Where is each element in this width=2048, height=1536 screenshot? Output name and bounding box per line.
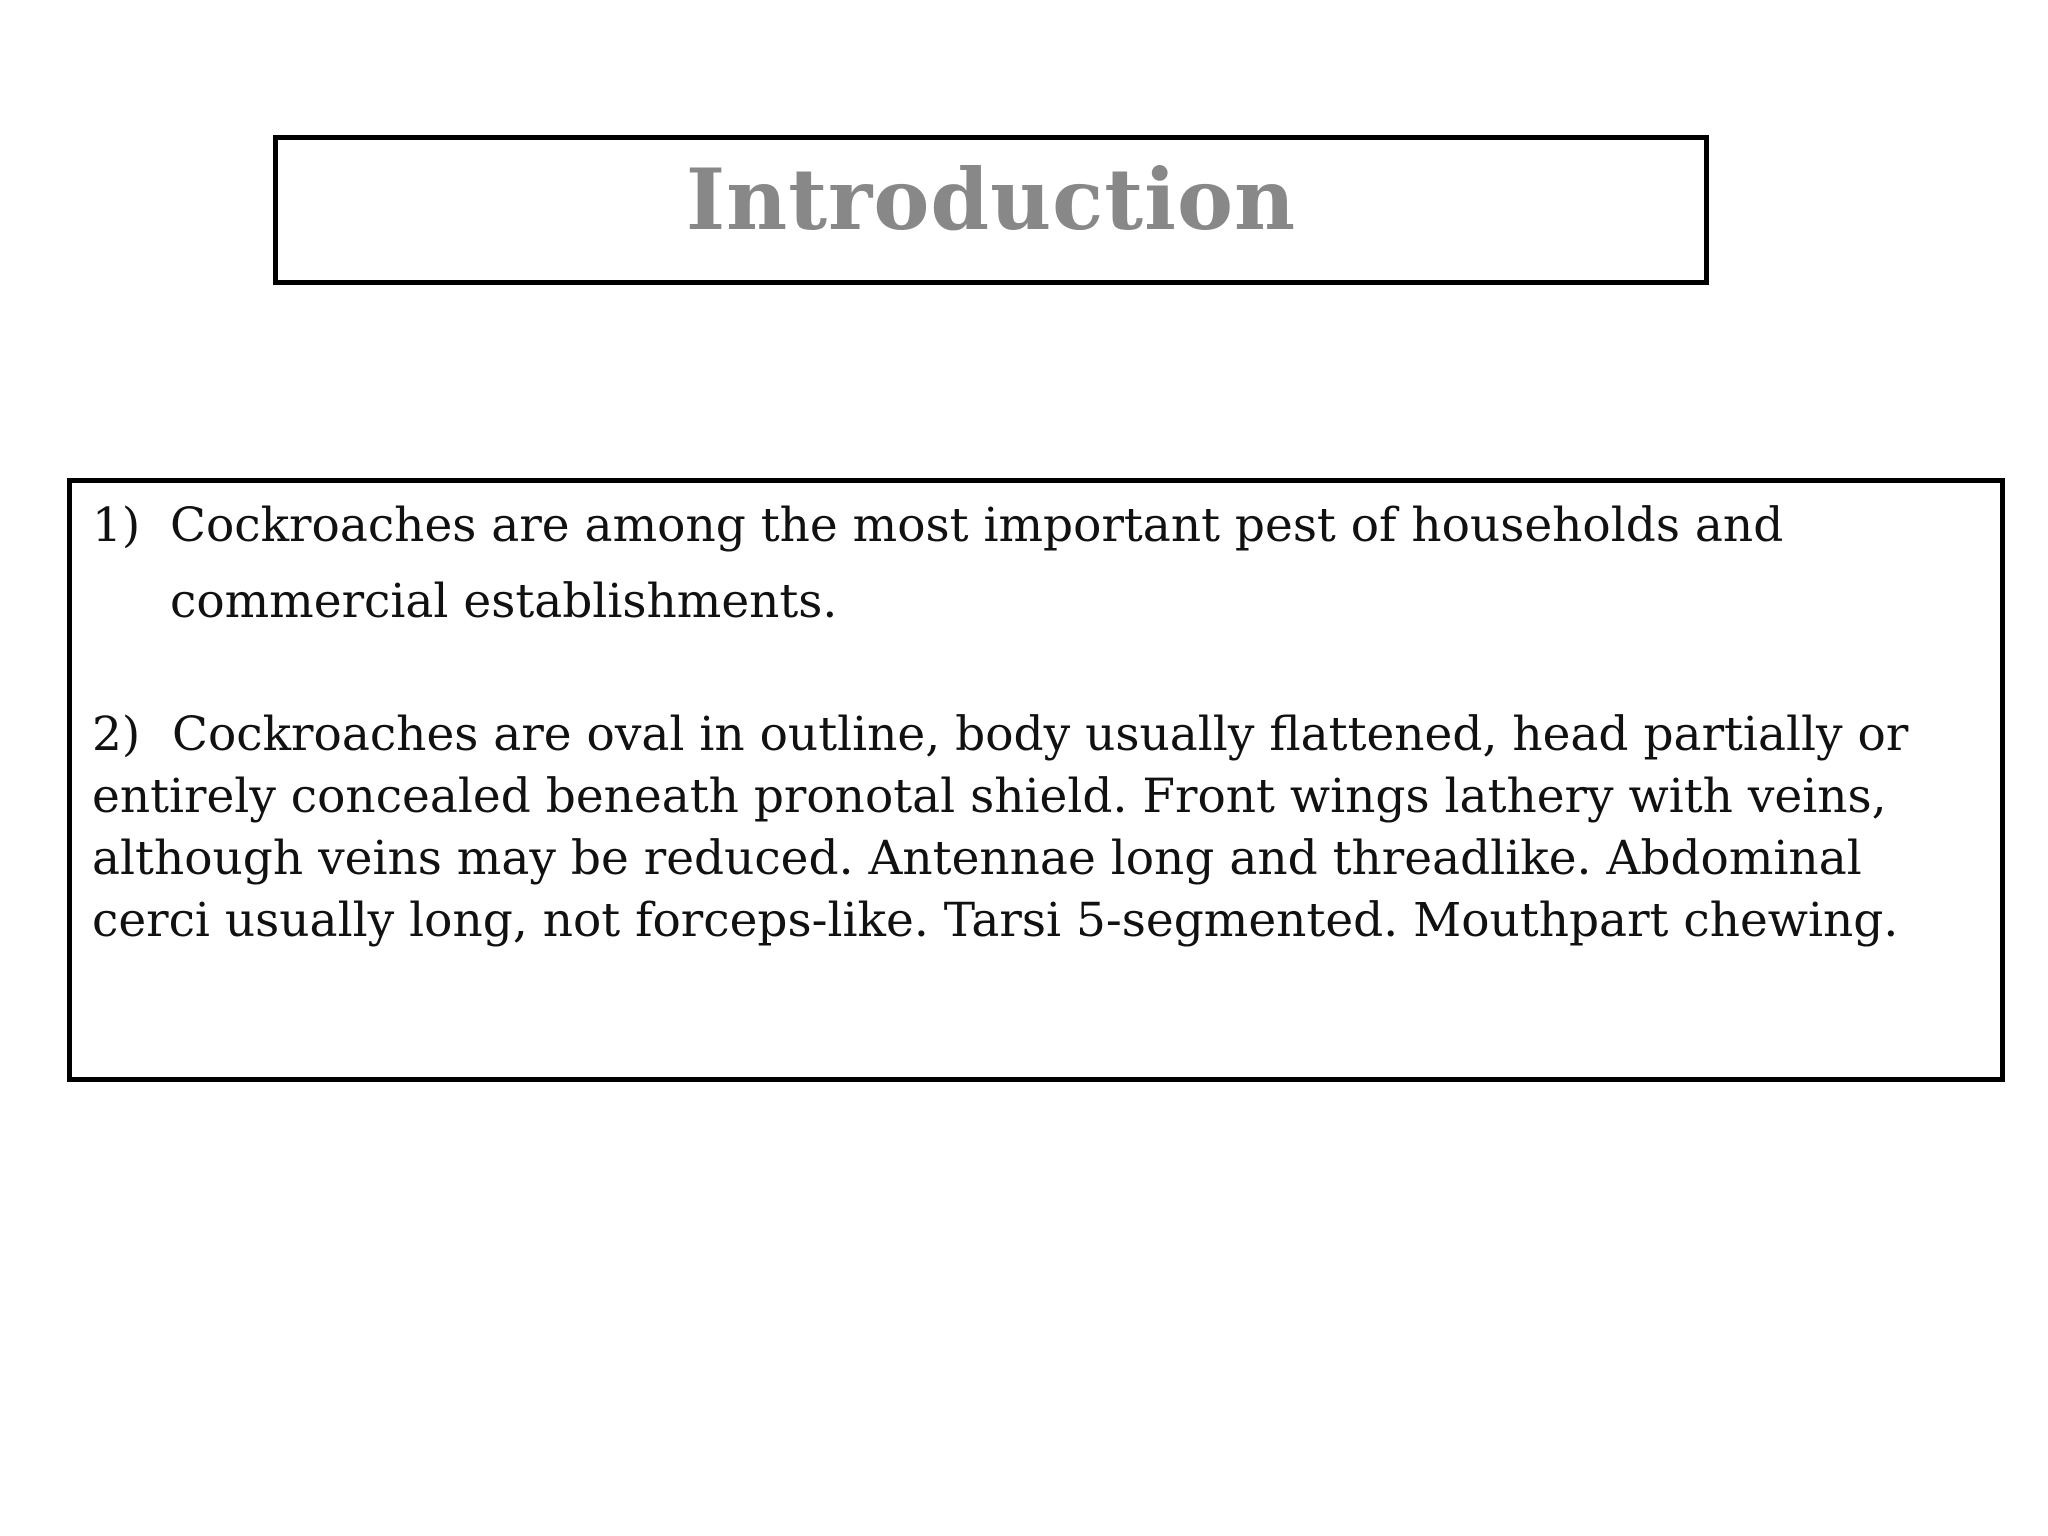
point-2 xyxy=(92,704,1980,952)
point-1-number: 1) xyxy=(92,498,141,553)
point-1-text: Cockroaches are among the most important pest of households and commercial establishments. xyxy=(170,498,1784,629)
point-2-text: Cockroaches are oval in outline, body usually flattened, head partially or entirely concealed beneath pronotal shield. Front wings lathery with veins, although veins may be reduced. Antennae long and threadlike. Abdominal cerci usually long, not forceps-like. Tarsi 5-segmented. Mouthpart chewing. xyxy=(92,707,1909,948)
point-2-number: 2) xyxy=(92,707,141,762)
title-box xyxy=(273,135,1709,285)
slide-title: Introduction xyxy=(685,149,1297,249)
content-box xyxy=(67,478,2005,1082)
point-1 xyxy=(92,495,1980,640)
